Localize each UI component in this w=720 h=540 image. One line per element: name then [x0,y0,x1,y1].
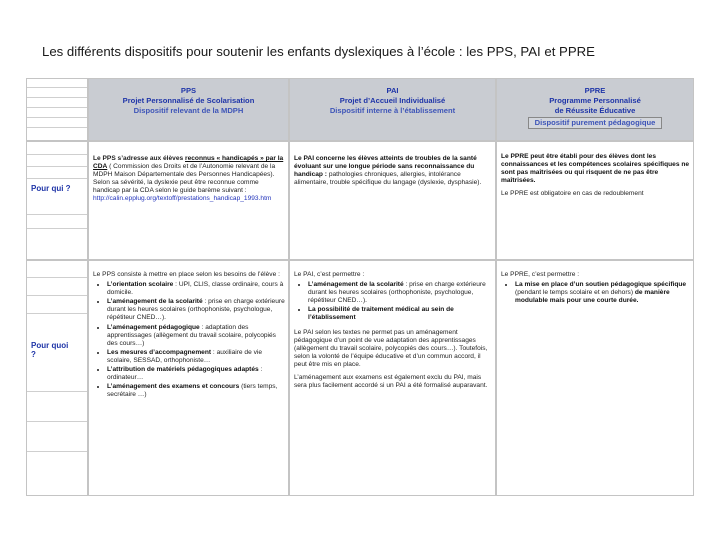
row1-ppre [497,142,693,259]
item-bold: La mise en place d’un soutien pédagogique spécifique [515,281,687,289]
item-text: : adaptation des apprentissages (allègement du travail scolaire, polycopiés des cours…) [107,323,276,347]
header-pai [290,79,495,140]
item-text: : ordinateur… [107,366,263,382]
row1-pai-rest: pathologies chroniques, allergies, intolérance alimentaire, trouble spécifique du langage (dyslexie, dysphasie). [294,171,482,187]
comparison-table [26,78,694,496]
list-item [308,281,492,305]
corner-cell [27,79,87,140]
item-bold: L’aménagement pédagogique [107,323,200,331]
row1-ppre-p2: Le PPRE est obligatoire en cas de redoublement [501,190,644,198]
list-item [515,281,690,305]
row2-pai-intro: Le PAI, c’est permettre : [294,271,365,278]
item-bold: Les mesures d’accompagnement [107,348,212,356]
header-pai-name: Projet d’Accueil Individualisé [339,96,446,105]
list-item [107,281,285,297]
list-item [308,306,492,322]
item-text: (pendant le temps scolaire et en dehors) [515,289,635,297]
row2-ppre-list [501,281,690,305]
row1-ppre-bold: Le PPRE peut être établi pour des élèves dont les connaissances et les compétences scolaires spécifiques ne sont pas maîtrisées ou qui risquent de ne pas être maîtrisées. [501,153,690,185]
row2-pai-p2: Le PAI selon les textes ne permet pas un aménagement pédagogique d’un point de vue adaptation des apprentissages (allègement du travail scolaire, polycopiés des cours…). Toutefois, selon la volonté de l’équipe éducative et d’un commun accord, il peut être mis en place. [294,328,488,368]
row2-label-cell [27,261,87,495]
row2-pps [89,261,288,495]
item-bold: L’aménagement de la scolarité [308,281,404,289]
item-bold: L’orientation scolaire [107,281,174,289]
row1-pps [89,142,288,259]
list-item [107,324,285,348]
item-bold-2: de manière modulable mais pour une courte durée. [515,289,670,305]
item-bold: L’aménagement de la scolarité [107,298,203,306]
header-pai-sub: Dispositif interne à l’établissement [329,106,456,115]
slide-title: Les différents dispositifs pour soutenir les enfants dyslexiques à l’école : les PPS, PAI et PPRE [42,44,595,59]
header-pps-sub: Dispositif relevant de la MDPH [133,106,244,115]
row1-pps-rest: ( Commission des Droits et de l’Autonomie relevant de la MDPH Maison Départementale des Personnes Handicapées). Selon sa sévérité, la dyslexie peut être reconnue comme handicap par la CDA selon le guide barème suivant : [93,163,276,195]
list-item [107,383,285,399]
row1-label: Pour qui ? [31,184,71,193]
row2-ppre [497,261,693,495]
list-item [107,366,285,382]
item-bold: L’attribution de matériels pédagogiques adaptés [107,366,259,374]
list-item [107,298,285,322]
header-ppre-code: PPRE [584,86,606,95]
header-pps-code: PPS [180,86,197,95]
header-pai-code: PAI [386,86,399,95]
row1-pai-bold: Le PAI concerne les élèves atteints de troubles de la santé évoluant sur une longue période sans reconnaissance du handicap : [294,155,477,179]
header-ppre-sub: Dispositif purement pédagogique [528,117,663,129]
item-text: : prise en charge extérieure durant les heures scolaires (orthophoniste, psychologue, répétiteur CNED…). [308,281,486,305]
row1-pai [290,142,495,259]
row1-label-cell [27,142,87,259]
item-bold: La possibilité de traitement médical au sein de l’établissement [308,306,454,322]
row2-pps-list [93,281,285,399]
header-ppre-name: Programme Personnalisé [549,96,641,105]
header-pps [89,79,288,140]
row1-pps-lead: Le PPS s’adresse aux élèves [93,155,186,162]
list-item [107,349,285,365]
row2-pai [290,261,495,495]
header-pps-name: Projet Personnalisé de Scolarisation [122,96,255,105]
item-bold: L’aménagement des examens et concours [107,383,240,391]
item-text: : UPI, CLIS, classe ordinaire, cours à domicile. [107,281,284,297]
item-text: (tiers temps, secrétaire …) [107,383,278,399]
header-ppre [497,79,693,140]
row2-pai-list [294,281,492,322]
row1-pps-link[interactable]: http://calin.epplug.org/textoff/prestations_handicap_1993.htm [93,195,272,203]
row2-pai-p3: L’aménagement aux examens est également exclu du PAI, mais sera plus facilement accordé si un PAI a été formalisé auparavant. [294,374,488,390]
row2-ppre-intro: Le PPRE, c’est permettre : [501,271,580,278]
row2-label: Pour quoi ? [31,341,69,359]
item-text: : auxiliaire de vie scolaire, SESSAD, orthophoniste… [107,348,263,364]
item-text: : prise en charge extérieure durant les heures scolaires (orthophoniste, psychologue, répétiteur CNED…). [107,298,285,322]
row2-pps-intro: Le PPS consiste à mettre en place selon les besoins de l’élève : [93,271,280,278]
row1-pps-lead-bold: reconnus « handicapés » par la CDA [93,155,284,171]
header-ppre-name2: de Réussite Éducative [554,106,636,115]
